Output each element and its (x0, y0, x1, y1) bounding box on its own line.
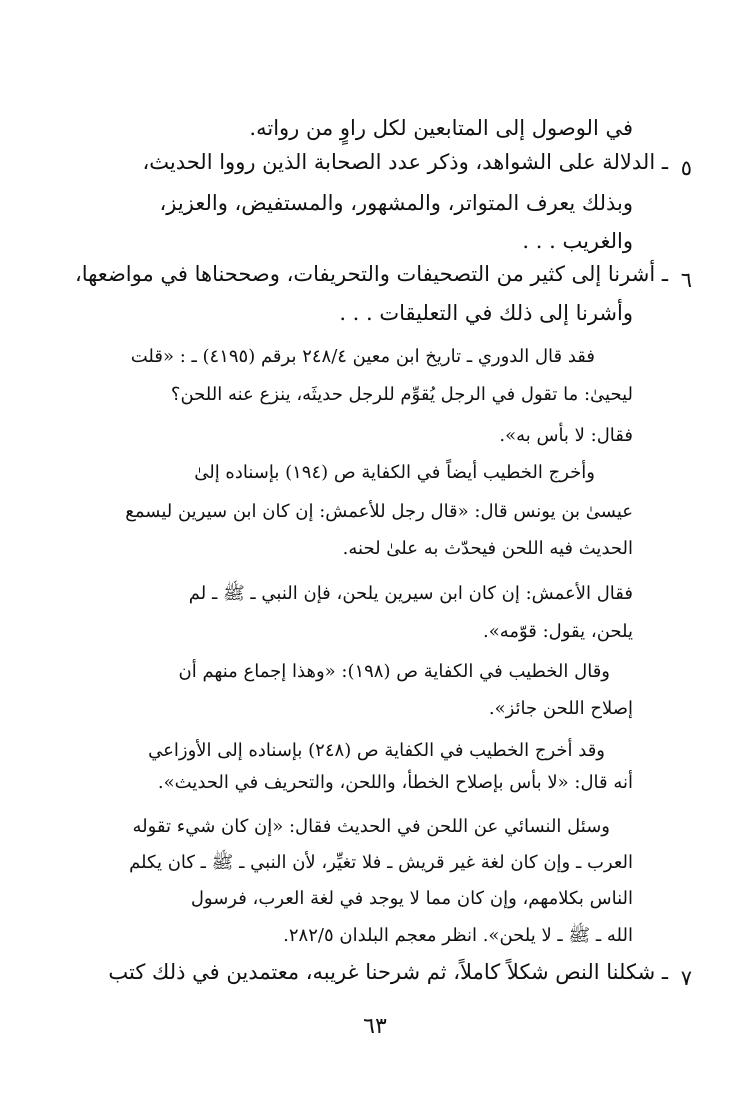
text-line: وأشرنا إلى ذلك في التعليقات . . . (339, 301, 633, 325)
item-number: ٧ (680, 966, 692, 990)
text-line: إصلاح اللحن جائز». (488, 698, 633, 719)
text-line: الله ـ ﷺ ـ لا يلحن». انظر معجم البلدان ٢٨٢/٥. (283, 925, 633, 946)
text-line: الحديث فيه اللحن فيحدّث به علىٰ لحنه. (342, 538, 633, 559)
text-line: وسئل النسائي عن اللحن في الحديث فقال: «إن كان شيء تقوله (132, 816, 610, 837)
page-number: ٦٣ (363, 1014, 387, 1039)
item-number: ٦ (680, 268, 692, 292)
text-line: وقد أخرج الخطيب في الكفاية ص (٢٤٨) بإسناده إلى الأوزاعي (148, 740, 605, 761)
text-line: عيسىٰ بن يونس قال: «قال رجل للأعمش: إن كان ابن سيرين ليسمع (125, 501, 633, 522)
text-line: وأخرج الخطيب أيضاً في الكفاية ص (١٩٤) بإسناده إلىٰ (194, 462, 595, 483)
text-line: ليحيىٰ: ما تقول في الرجل يُقوِّم للرجل حديثَه، ينزع عنه اللحن؟ (170, 384, 633, 405)
text-line: فقال الأعمش: إن كان ابن سيرين يلحن، فإن النبي ـ ﷺ ـ لم (188, 583, 633, 604)
text-line: ـ أشرنا إلى كثير من التصحيفات والتحريفات، وصححناها في مواضعها، (74, 262, 668, 286)
text-line: ـ الدلالة على الشواهد، وذكر عدد الصحابة الذين رووا الحديث، (142, 150, 668, 174)
text-line: يلحن، يقول: قوّمه». (482, 621, 633, 642)
text-line: فقد قال الدوري ـ تاريخ ابن معين ٢٤٨/٤ برقم (٤١٩٥) ـ : «قلت (130, 346, 595, 367)
text-line: العرب ـ وإن كان لغة غير قريش ـ فلا تغيِّر، لأن النبي ـ ﷺ ـ كان يكلم (129, 852, 633, 873)
text-line: الناس بكلامهم، وإن كان مما لا يوجد في لغة العرب، فرسول (190, 888, 633, 909)
text-line: فقال: لا بأس به». (499, 425, 633, 446)
text-line: وقال الخطيب في الكفاية ص (١٩٨): «وهذا إجماع منهم أن (178, 661, 610, 682)
text-line: أنه قال: «لا بأس بإصلاح الخطأ، واللحن، والتحريف في الحديث». (157, 772, 633, 793)
text-line: في الوصول إلى المتابعين لكل راوٍ من رواته. (249, 116, 633, 140)
text-line: ـ شكلنا النص شكلاً كاملاً، ثم شرحنا غريبه، معتمدين في ذلك كتب (108, 960, 668, 984)
text-line: وبذلك يعرف المتواتر، والمشهور، والمستفيض، والعزيز، (159, 191, 633, 215)
item-number: ٥ (680, 156, 692, 180)
text-line: والغريب . . . (522, 229, 633, 253)
